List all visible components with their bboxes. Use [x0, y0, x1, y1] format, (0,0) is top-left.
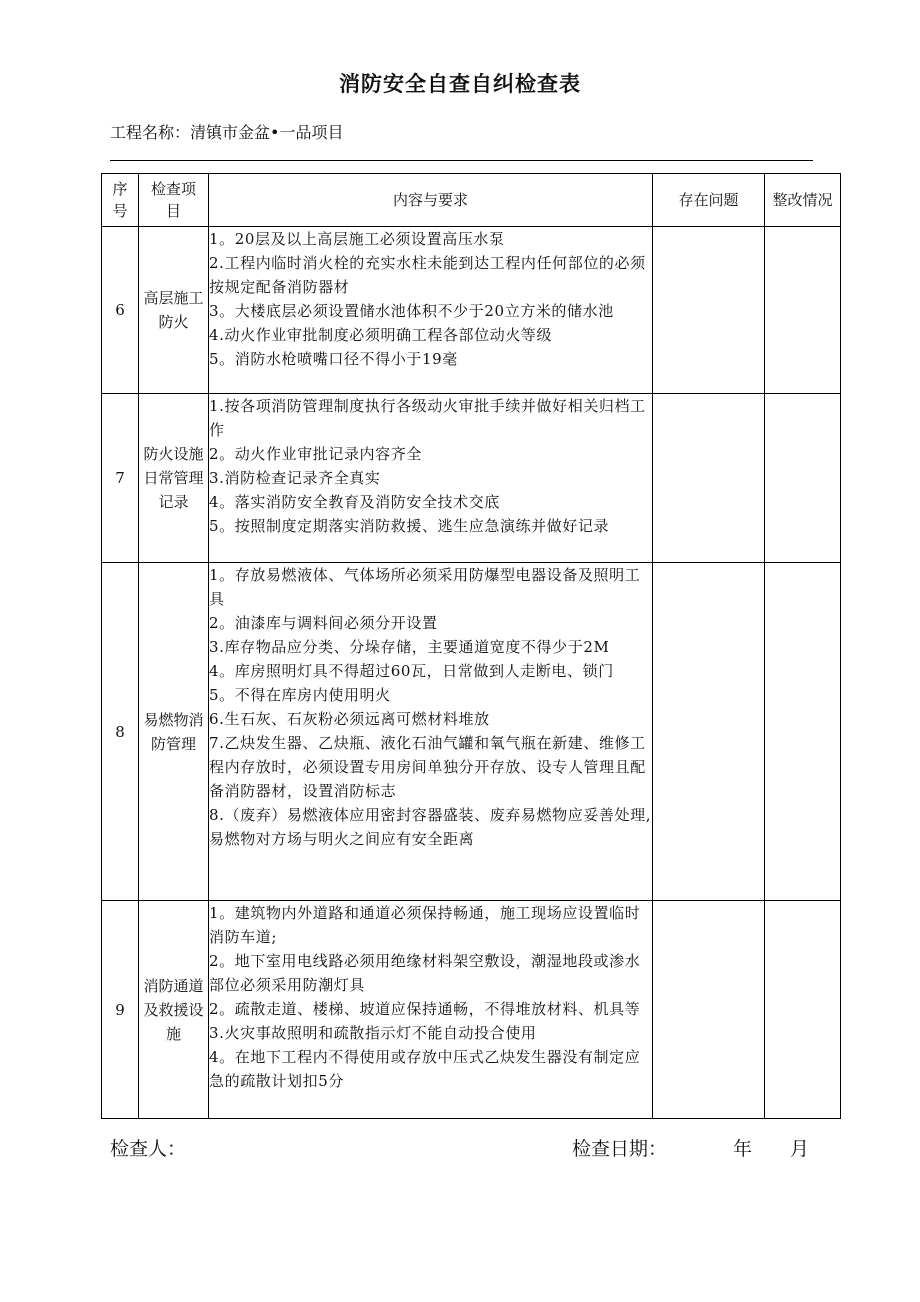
row-issues: [653, 563, 765, 901]
content-line: 2。疏散走道、楼梯、坡道应保持通畅，不得堆放材料、机具等: [209, 1000, 641, 1018]
content-line: 7.乙炔发生器、乙炔瓶、液化石油气罐和氧气瓶在新建、维修工程内存放时，必须设置专用房间单独分开存放、设专人管理且配备消防器材，设置消防标志: [209, 734, 646, 800]
row-rectify: [765, 563, 841, 901]
content-line: 1。20层及以上高层施工必须设置高压水泵: [209, 230, 505, 248]
table-header-row: [102, 174, 841, 227]
content-line: 5。不得在库房内使用明火: [209, 686, 391, 704]
row-item: 易燃物消防管理: [139, 563, 209, 901]
content-line: 4。在地下工程内不得使用或存放中压式乙炔发生器没有制定应急的疏散计划扣5分: [209, 1048, 641, 1090]
row-issues: [653, 901, 765, 1119]
row-rectify: [765, 227, 841, 394]
content-line: 4。落实消防安全教育及消防安全技术交底: [209, 493, 500, 511]
row-content: [209, 227, 653, 394]
header-item: 检查项目: [139, 174, 209, 227]
header-rectify: 整改情况: [765, 174, 841, 227]
row-content: [209, 394, 653, 563]
row-seq: 9: [102, 901, 139, 1119]
inspector-label: 检查人：: [110, 1138, 187, 1160]
row-seq: 8: [102, 563, 139, 901]
table-row: [102, 394, 841, 563]
row-seq: 7: [102, 394, 139, 563]
content-line: 4。库房照明灯具不得超过60瓦，日常做到人走断电、锁门: [209, 662, 614, 680]
header-seq: 序号: [102, 174, 139, 227]
row-rectify: [765, 394, 841, 563]
row-content: [209, 563, 653, 901]
content-line: 3.库存物品应分类、分垛存储，主要通道宽度不得少于2M: [209, 638, 610, 656]
content-line: 3。大楼底层必须设置储水池体积不少于20立方米的储水池: [209, 302, 614, 320]
content-line: 3.火灾事故照明和疏散指示灯不能自动投合使用: [209, 1024, 537, 1042]
content-line: 2。地下室用电线路必须用绝缘材料架空敷设，潮湿地段或渗水部位必须采用防潮灯具: [209, 952, 641, 994]
content-line: 2。动火作业审批记录内容齐全: [209, 445, 422, 463]
table-row: [102, 227, 841, 394]
project-label: 工程名称：: [110, 123, 191, 142]
row-item: 消防通道及救援设施: [139, 901, 209, 1119]
row-rectify: [765, 901, 841, 1119]
row-item: 高层施工防火: [139, 227, 209, 394]
row-issues: [653, 227, 765, 394]
content-line: 2。油漆库与调料间必须分开设置: [209, 614, 438, 632]
row-item: 防火设施日常管理记录: [139, 394, 209, 563]
content-line: 5。按照制度定期落实消防救援、逃生应急演练并做好记录: [209, 517, 610, 535]
content-line: 1。建筑物内外道路和通道必须保持畅通，施工现场应设置临时消防车道;: [209, 904, 641, 946]
content-line: 1.按各项消防管理制度执行各级动火审批手续并做好相关归档工作: [209, 397, 646, 439]
page-title: 消防安全自查自纠检查表: [339, 72, 581, 96]
content-line: 2.工程内临时消火栓的充实水柱未能到达工程内任何部位的必须按规定配备消防器材: [209, 254, 646, 296]
content-line: 4.动火作业审批制度必须明确工程各部位动火等级: [209, 326, 553, 344]
inspection-date-label: 检查日期：: [572, 1138, 668, 1160]
table-row: [102, 563, 841, 901]
month-label: 月: [790, 1138, 810, 1160]
content-line: 1。存放易燃液体、气体场所必须采用防爆型电器设备及照明工具: [209, 566, 641, 608]
divider-line: [110, 160, 813, 161]
header-issues: 存在问题: [653, 174, 765, 227]
content-line: 8.（废弃）易燃液体应用密封容器盛装、废弃易燃物应妥善处理,易燃物对方场与明火之间应有安全距离: [209, 806, 652, 848]
table-row: [102, 901, 841, 1119]
content-line: 3.消防检查记录齐全真实: [209, 469, 381, 487]
content-line: 5。消防水枪喷嘴口径不得小于19毫: [209, 350, 458, 368]
row-content: [209, 901, 653, 1119]
row-issues: [653, 394, 765, 563]
content-line: 6.生石灰、石灰粉必须远离可燃材料堆放: [209, 710, 490, 728]
inspection-table: [101, 173, 841, 1119]
row-seq: 6: [102, 227, 139, 394]
header-content: 内容与要求: [209, 174, 653, 227]
project-name-line: [110, 120, 343, 143]
year-label: 年: [733, 1138, 753, 1160]
project-name: 清镇市金盆•一品项目: [190, 123, 344, 142]
